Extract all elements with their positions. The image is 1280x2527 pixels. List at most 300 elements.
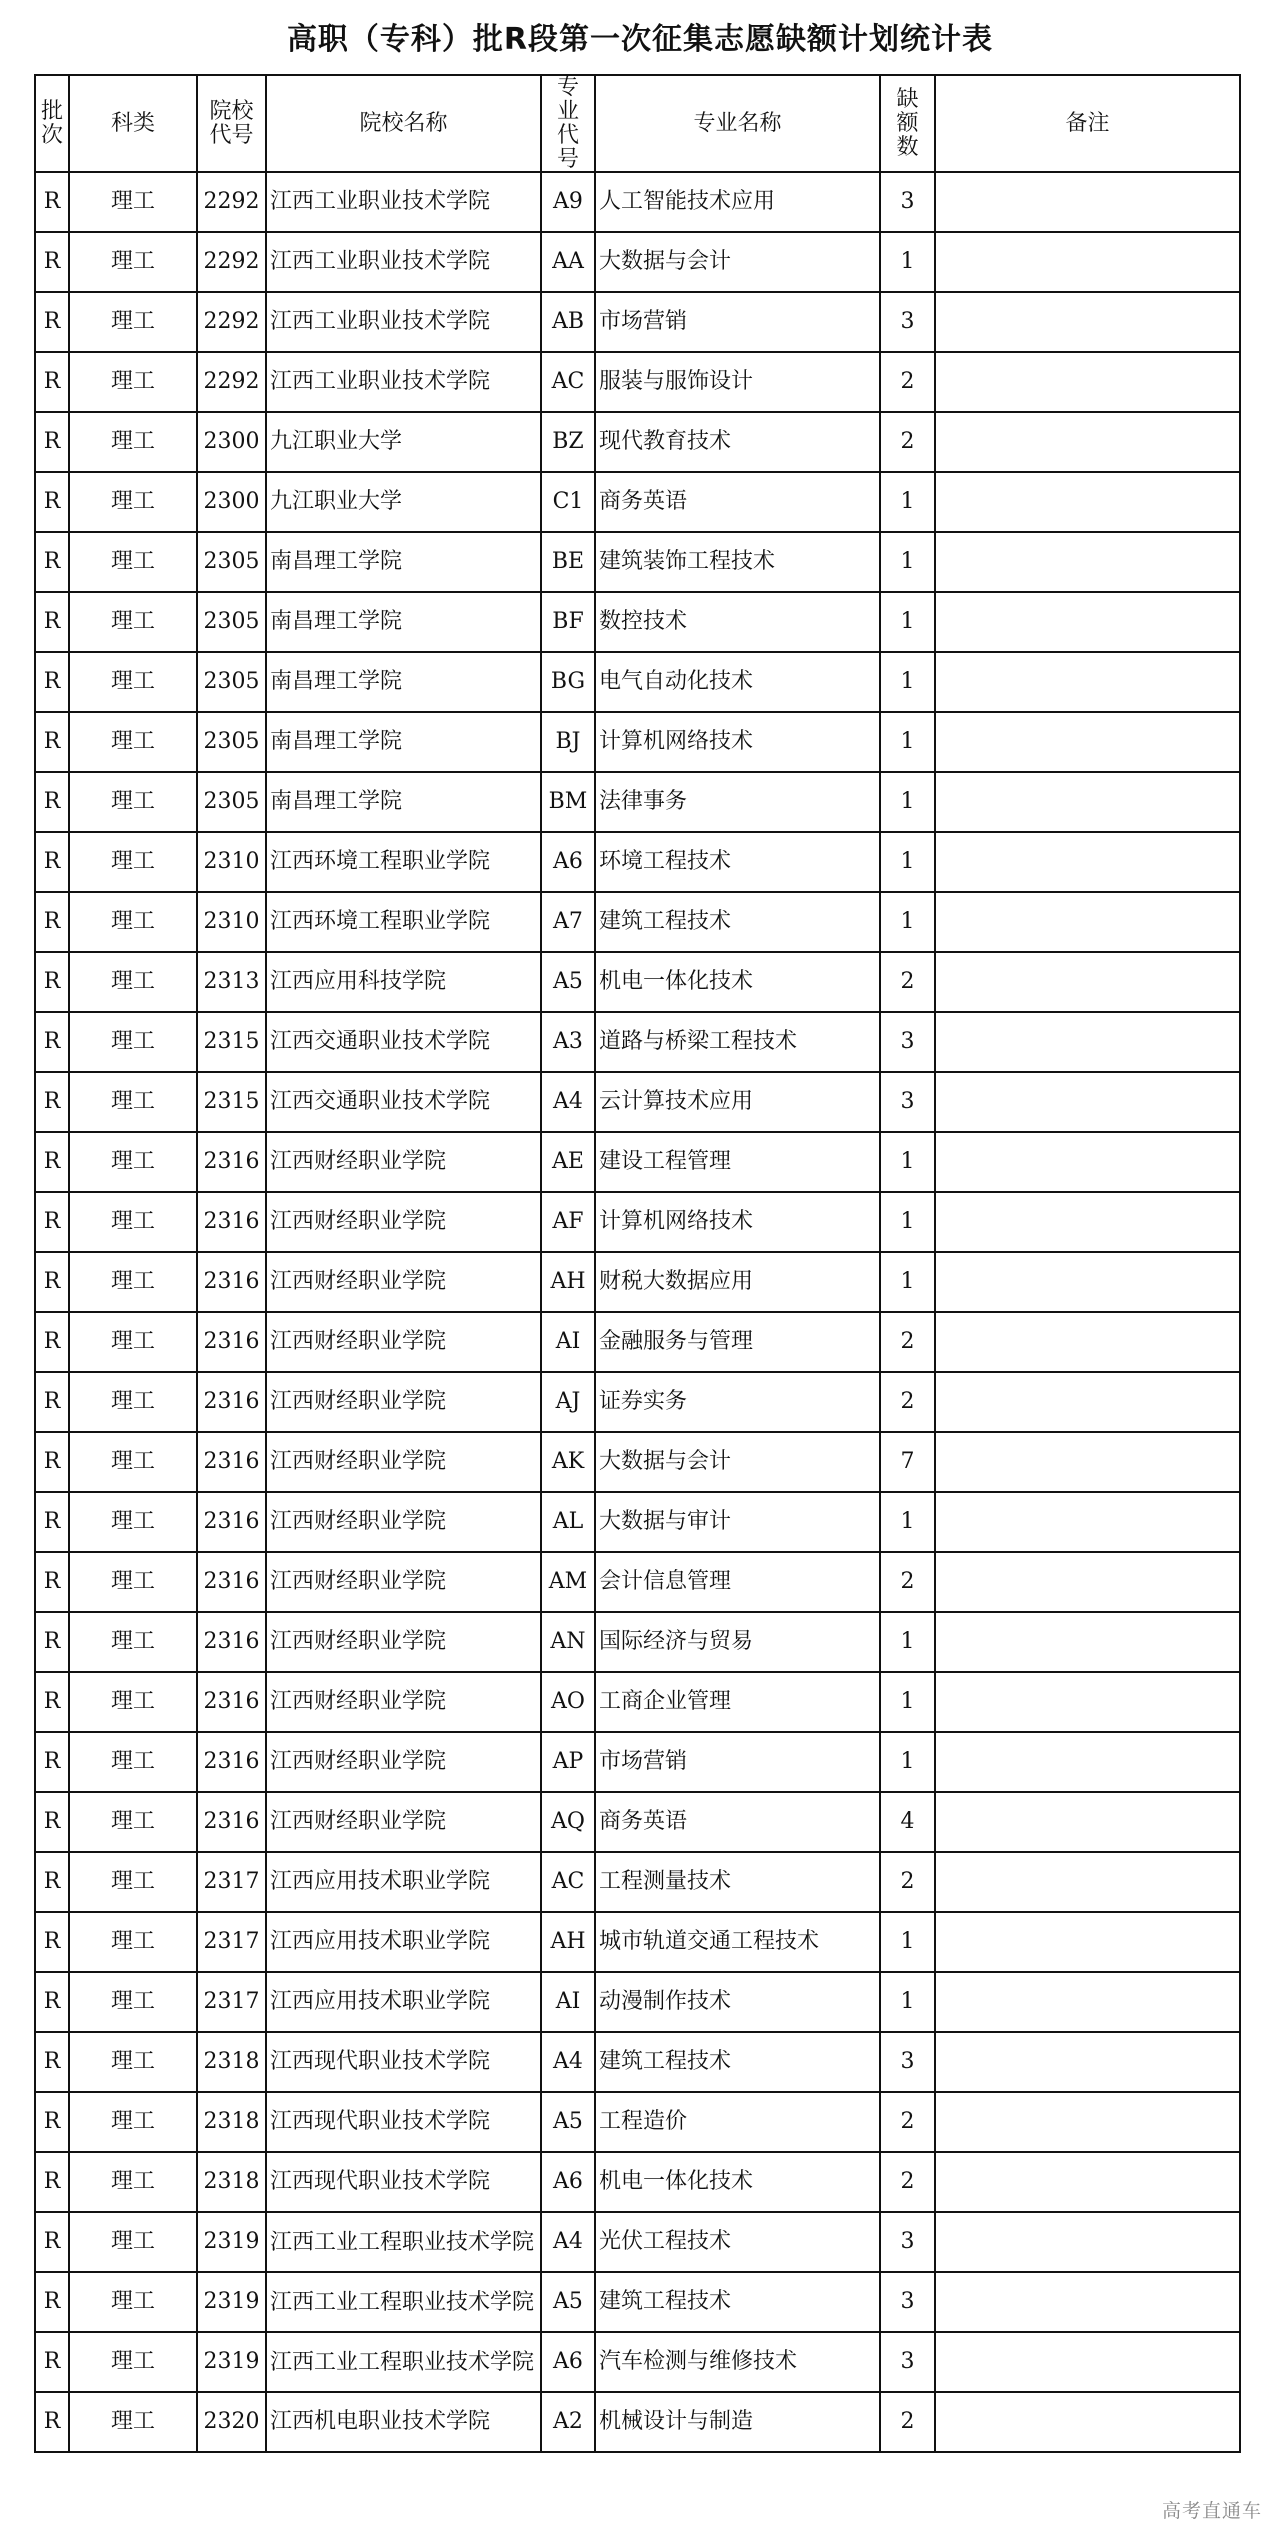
cell-category: 理工 xyxy=(69,592,197,652)
cell-vacancy: 1 xyxy=(880,1252,935,1312)
table-row xyxy=(35,1312,1240,1372)
cell-school-name: 江西财经职业学院 xyxy=(266,1672,541,1732)
cell-note xyxy=(935,1012,1240,1072)
cell-category: 理工 xyxy=(69,232,197,292)
cell-note xyxy=(935,1372,1240,1432)
cell-vacancy: 3 xyxy=(880,172,935,232)
cell-school-code: 2310 xyxy=(197,892,266,952)
cell-vacancy: 1 xyxy=(880,1612,935,1672)
cell-major-name: 道路与桥梁工程技术 xyxy=(595,1012,880,1072)
cell-category: 理工 xyxy=(69,1192,197,1252)
header-category: 科类 xyxy=(69,75,197,172)
cell-note xyxy=(935,172,1240,232)
cell-vacancy: 1 xyxy=(880,892,935,952)
cell-school-name: 江西财经职业学院 xyxy=(266,1132,541,1192)
table-row xyxy=(35,2032,1240,2092)
cell-major-name: 市场营销 xyxy=(595,292,880,352)
cell-major-name: 光伏工程技术 xyxy=(595,2212,880,2272)
cell-batch: R xyxy=(35,712,69,772)
cell-school-name: 江西财经职业学院 xyxy=(266,1192,541,1252)
cell-major-code: AQ xyxy=(541,1792,595,1852)
cell-note xyxy=(935,952,1240,1012)
cell-school-code: 2292 xyxy=(197,172,266,232)
cell-batch: R xyxy=(35,1792,69,1852)
cell-note xyxy=(935,2392,1240,2452)
cell-major-code: AC xyxy=(541,352,595,412)
cell-vacancy: 1 xyxy=(880,1732,935,1792)
cell-major-name: 环境工程技术 xyxy=(595,832,880,892)
cell-batch: R xyxy=(35,2092,69,2152)
table-row xyxy=(35,712,1240,772)
header-major-name: 专业名称 xyxy=(595,75,880,172)
table-row xyxy=(35,1612,1240,1672)
cell-note xyxy=(935,772,1240,832)
header-batch: 批次 xyxy=(35,75,69,172)
table-row xyxy=(35,1192,1240,1252)
cell-vacancy: 2 xyxy=(880,1552,935,1612)
cell-school-name: 江西现代职业技术学院 xyxy=(266,2032,541,2092)
cell-school-code: 2317 xyxy=(197,1912,266,1972)
cell-vacancy: 3 xyxy=(880,1072,935,1132)
cell-vacancy: 7 xyxy=(880,1432,935,1492)
cell-vacancy: 1 xyxy=(880,1672,935,1732)
cell-major-name: 法律事务 xyxy=(595,772,880,832)
cell-category: 理工 xyxy=(69,832,197,892)
cell-vacancy: 2 xyxy=(880,2092,935,2152)
cell-note xyxy=(935,472,1240,532)
cell-major-name: 汽车检测与维修技术 xyxy=(595,2332,880,2392)
cell-note xyxy=(935,352,1240,412)
cell-batch: R xyxy=(35,1552,69,1612)
cell-school-name: 九江职业大学 xyxy=(266,412,541,472)
cell-school-code: 2320 xyxy=(197,2392,266,2452)
cell-vacancy: 3 xyxy=(880,2332,935,2392)
cell-major-name: 工程造价 xyxy=(595,2092,880,2152)
cell-school-name: 江西交通职业技术学院 xyxy=(266,1012,541,1072)
cell-vacancy: 1 xyxy=(880,532,935,592)
cell-school-name: 江西环境工程职业学院 xyxy=(266,892,541,952)
cell-school-code: 2292 xyxy=(197,232,266,292)
cell-school-code: 2317 xyxy=(197,1972,266,2032)
cell-major-code: BM xyxy=(541,772,595,832)
table-row xyxy=(35,1972,1240,2032)
cell-vacancy: 1 xyxy=(880,1132,935,1192)
cell-vacancy: 1 xyxy=(880,1492,935,1552)
cell-school-name: 江西财经职业学院 xyxy=(266,1492,541,1552)
cell-school-code: 2313 xyxy=(197,952,266,1012)
cell-school-name: 江西工业工程职业技术学院 xyxy=(266,2332,541,2392)
cell-major-code: AF xyxy=(541,1192,595,1252)
cell-vacancy: 2 xyxy=(880,412,935,472)
cell-major-name: 建设工程管理 xyxy=(595,1132,880,1192)
cell-major-name: 计算机网络技术 xyxy=(595,1192,880,1252)
cell-school-code: 2316 xyxy=(197,1432,266,1492)
cell-major-name: 建筑工程技术 xyxy=(595,2032,880,2092)
cell-note xyxy=(935,1852,1240,1912)
cell-category: 理工 xyxy=(69,2032,197,2092)
table-row xyxy=(35,352,1240,412)
cell-note xyxy=(935,1612,1240,1672)
cell-school-code: 2292 xyxy=(197,352,266,412)
table-row xyxy=(35,1732,1240,1792)
cell-major-code: AI xyxy=(541,1312,595,1372)
cell-major-name: 财税大数据应用 xyxy=(595,1252,880,1312)
cell-major-code: A5 xyxy=(541,2092,595,2152)
cell-major-name: 大数据与会计 xyxy=(595,232,880,292)
cell-category: 理工 xyxy=(69,1912,197,1972)
cell-school-name: 江西应用技术职业学院 xyxy=(266,1972,541,2032)
table-row xyxy=(35,1072,1240,1132)
cell-school-code: 2316 xyxy=(197,1312,266,1372)
cell-note xyxy=(935,2092,1240,2152)
cell-category: 理工 xyxy=(69,1312,197,1372)
cell-major-code: AO xyxy=(541,1672,595,1732)
cell-vacancy: 1 xyxy=(880,472,935,532)
cell-major-name: 机电一体化技术 xyxy=(595,2152,880,2212)
cell-school-name: 江西财经职业学院 xyxy=(266,1432,541,1492)
cell-vacancy: 2 xyxy=(880,2392,935,2452)
cell-school-name: 江西工业职业技术学院 xyxy=(266,232,541,292)
cell-category: 理工 xyxy=(69,1972,197,2032)
cell-note xyxy=(935,532,1240,592)
table-row xyxy=(35,1372,1240,1432)
cell-major-code: BG xyxy=(541,652,595,712)
cell-major-name: 大数据与会计 xyxy=(595,1432,880,1492)
cell-batch: R xyxy=(35,652,69,712)
cell-batch: R xyxy=(35,772,69,832)
cell-school-code: 2300 xyxy=(197,412,266,472)
cell-major-code: AK xyxy=(541,1432,595,1492)
cell-major-name: 会计信息管理 xyxy=(595,1552,880,1612)
cell-major-name: 建筑工程技术 xyxy=(595,2272,880,2332)
cell-school-name: 江西财经职业学院 xyxy=(266,1372,541,1432)
cell-batch: R xyxy=(35,412,69,472)
cell-note xyxy=(935,592,1240,652)
vacancy-table xyxy=(34,74,1241,2453)
cell-category: 理工 xyxy=(69,1792,197,1852)
table-row xyxy=(35,832,1240,892)
cell-batch: R xyxy=(35,2272,69,2332)
cell-major-code: AE xyxy=(541,1132,595,1192)
cell-major-name: 商务英语 xyxy=(595,1792,880,1852)
table-row xyxy=(35,1492,1240,1552)
cell-school-code: 2316 xyxy=(197,1552,266,1612)
table-row xyxy=(35,2092,1240,2152)
cell-school-name: 南昌理工学院 xyxy=(266,652,541,712)
cell-school-name: 江西应用技术职业学院 xyxy=(266,1852,541,1912)
cell-major-name: 工程测量技术 xyxy=(595,1852,880,1912)
cell-vacancy: 1 xyxy=(880,1972,935,2032)
cell-school-name: 江西工业职业技术学院 xyxy=(266,172,541,232)
table-row xyxy=(35,2332,1240,2392)
cell-school-name: 江西工业职业技术学院 xyxy=(266,292,541,352)
cell-category: 理工 xyxy=(69,1852,197,1912)
table-row xyxy=(35,772,1240,832)
cell-school-name: 江西工业工程职业技术学院 xyxy=(266,2212,541,2272)
table-row xyxy=(35,1672,1240,1732)
cell-major-code: A5 xyxy=(541,952,595,1012)
cell-major-code: BE xyxy=(541,532,595,592)
cell-batch: R xyxy=(35,1852,69,1912)
cell-category: 理工 xyxy=(69,1612,197,1672)
table-row xyxy=(35,1552,1240,1612)
cell-school-code: 2315 xyxy=(197,1012,266,1072)
cell-note xyxy=(935,1792,1240,1852)
cell-major-name: 证券实务 xyxy=(595,1372,880,1432)
cell-major-code: AB xyxy=(541,292,595,352)
cell-major-code: A4 xyxy=(541,2032,595,2092)
table-row xyxy=(35,472,1240,532)
cell-major-code: A4 xyxy=(541,1072,595,1132)
cell-vacancy: 2 xyxy=(880,1312,935,1372)
cell-category: 理工 xyxy=(69,472,197,532)
cell-school-name: 江西财经职业学院 xyxy=(266,1552,541,1612)
cell-batch: R xyxy=(35,472,69,532)
cell-school-code: 2317 xyxy=(197,1852,266,1912)
cell-batch: R xyxy=(35,2152,69,2212)
cell-batch: R xyxy=(35,1072,69,1132)
header-major-code: 专业代号 xyxy=(541,75,595,172)
table-row xyxy=(35,532,1240,592)
cell-category: 理工 xyxy=(69,172,197,232)
cell-vacancy: 2 xyxy=(880,1852,935,1912)
cell-note xyxy=(935,1672,1240,1732)
cell-note xyxy=(935,1552,1240,1612)
cell-vacancy: 1 xyxy=(880,1192,935,1252)
cell-category: 理工 xyxy=(69,712,197,772)
cell-major-name: 建筑装饰工程技术 xyxy=(595,532,880,592)
cell-vacancy: 1 xyxy=(880,232,935,292)
cell-school-code: 2319 xyxy=(197,2212,266,2272)
cell-vacancy: 1 xyxy=(880,592,935,652)
cell-category: 理工 xyxy=(69,1252,197,1312)
cell-note xyxy=(935,712,1240,772)
cell-major-code: BF xyxy=(541,592,595,652)
cell-batch: R xyxy=(35,1492,69,1552)
cell-major-name: 工商企业管理 xyxy=(595,1672,880,1732)
table-row xyxy=(35,1792,1240,1852)
cell-category: 理工 xyxy=(69,2212,197,2272)
cell-major-name: 商务英语 xyxy=(595,472,880,532)
table-row xyxy=(35,892,1240,952)
cell-vacancy: 2 xyxy=(880,1372,935,1432)
cell-vacancy: 4 xyxy=(880,1792,935,1852)
cell-note xyxy=(935,412,1240,472)
cell-batch: R xyxy=(35,592,69,652)
table-row xyxy=(35,652,1240,712)
cell-major-code: AH xyxy=(541,1252,595,1312)
cell-vacancy: 2 xyxy=(880,352,935,412)
cell-category: 理工 xyxy=(69,412,197,472)
cell-batch: R xyxy=(35,1972,69,2032)
cell-major-name: 服装与服饰设计 xyxy=(595,352,880,412)
cell-school-code: 2310 xyxy=(197,832,266,892)
cell-vacancy: 1 xyxy=(880,652,935,712)
cell-school-name: 九江职业大学 xyxy=(266,472,541,532)
cell-category: 理工 xyxy=(69,532,197,592)
cell-category: 理工 xyxy=(69,2092,197,2152)
cell-major-name: 云计算技术应用 xyxy=(595,1072,880,1132)
header-note: 备注 xyxy=(935,75,1240,172)
table-row xyxy=(35,1912,1240,1972)
table-row xyxy=(35,952,1240,1012)
cell-vacancy: 2 xyxy=(880,952,935,1012)
cell-school-code: 2318 xyxy=(197,2092,266,2152)
cell-note xyxy=(935,1492,1240,1552)
cell-school-code: 2292 xyxy=(197,292,266,352)
cell-category: 理工 xyxy=(69,2392,197,2452)
table-row xyxy=(35,412,1240,472)
cell-note xyxy=(935,232,1240,292)
cell-major-name: 国际经济与贸易 xyxy=(595,1612,880,1672)
cell-major-name: 市场营销 xyxy=(595,1732,880,1792)
cell-major-name: 动漫制作技术 xyxy=(595,1972,880,2032)
cell-school-name: 江西现代职业技术学院 xyxy=(266,2092,541,2152)
cell-batch: R xyxy=(35,1432,69,1492)
cell-school-name: 南昌理工学院 xyxy=(266,532,541,592)
cell-school-code: 2316 xyxy=(197,1612,266,1672)
cell-major-name: 城市轨道交通工程技术 xyxy=(595,1912,880,1972)
cell-category: 理工 xyxy=(69,1492,197,1552)
cell-category: 理工 xyxy=(69,1132,197,1192)
cell-note xyxy=(935,2032,1240,2092)
cell-major-code: AL xyxy=(541,1492,595,1552)
cell-major-name: 数控技术 xyxy=(595,592,880,652)
cell-school-code: 2315 xyxy=(197,1072,266,1132)
cell-batch: R xyxy=(35,1252,69,1312)
cell-major-code: AN xyxy=(541,1612,595,1672)
cell-school-name: 江西工业职业技术学院 xyxy=(266,352,541,412)
cell-major-code: AI xyxy=(541,1972,595,2032)
cell-major-code: A3 xyxy=(541,1012,595,1072)
cell-batch: R xyxy=(35,532,69,592)
cell-category: 理工 xyxy=(69,2332,197,2392)
cell-note xyxy=(935,1432,1240,1492)
cell-note xyxy=(935,2212,1240,2272)
table-row xyxy=(35,1852,1240,1912)
cell-category: 理工 xyxy=(69,1372,197,1432)
cell-batch: R xyxy=(35,1192,69,1252)
cell-school-code: 2316 xyxy=(197,1492,266,1552)
table-row xyxy=(35,232,1240,292)
cell-batch: R xyxy=(35,1732,69,1792)
cell-school-name: 江西现代职业技术学院 xyxy=(266,2152,541,2212)
cell-school-code: 2319 xyxy=(197,2272,266,2332)
cell-major-code: A7 xyxy=(541,892,595,952)
cell-batch: R xyxy=(35,952,69,1012)
cell-category: 理工 xyxy=(69,352,197,412)
cell-note xyxy=(935,2332,1240,2392)
cell-category: 理工 xyxy=(69,1012,197,1072)
cell-category: 理工 xyxy=(69,1732,197,1792)
cell-batch: R xyxy=(35,2032,69,2092)
cell-batch: R xyxy=(35,832,69,892)
cell-batch: R xyxy=(35,2212,69,2272)
cell-category: 理工 xyxy=(69,1072,197,1132)
cell-category: 理工 xyxy=(69,1552,197,1612)
cell-category: 理工 xyxy=(69,952,197,1012)
cell-major-name: 人工智能技术应用 xyxy=(595,172,880,232)
cell-major-name: 现代教育技术 xyxy=(595,412,880,472)
cell-school-code: 2305 xyxy=(197,772,266,832)
cell-category: 理工 xyxy=(69,772,197,832)
cell-major-code: AA xyxy=(541,232,595,292)
cell-school-code: 2316 xyxy=(197,1132,266,1192)
cell-batch: R xyxy=(35,1672,69,1732)
cell-vacancy: 3 xyxy=(880,1012,935,1072)
cell-school-name: 江西工业工程职业技术学院 xyxy=(266,2272,541,2332)
cell-note xyxy=(935,1072,1240,1132)
cell-school-name: 江西应用技术职业学院 xyxy=(266,1912,541,1972)
table-row xyxy=(35,592,1240,652)
cell-major-code: AP xyxy=(541,1732,595,1792)
cell-vacancy: 1 xyxy=(880,772,935,832)
cell-school-name: 江西财经职业学院 xyxy=(266,1252,541,1312)
cell-school-code: 2318 xyxy=(197,2152,266,2212)
cell-batch: R xyxy=(35,232,69,292)
cell-school-name: 江西财经职业学院 xyxy=(266,1732,541,1792)
cell-batch: R xyxy=(35,1312,69,1372)
cell-major-code: C1 xyxy=(541,472,595,532)
cell-school-name: 南昌理工学院 xyxy=(266,772,541,832)
table-row xyxy=(35,172,1240,232)
cell-major-name: 电气自动化技术 xyxy=(595,652,880,712)
cell-batch: R xyxy=(35,1612,69,1672)
cell-school-name: 江西财经职业学院 xyxy=(266,1792,541,1852)
cell-batch: R xyxy=(35,292,69,352)
cell-vacancy: 3 xyxy=(880,2212,935,2272)
cell-category: 理工 xyxy=(69,652,197,712)
cell-major-code: A5 xyxy=(541,2272,595,2332)
cell-major-code: AC xyxy=(541,1852,595,1912)
table-row xyxy=(35,1012,1240,1072)
cell-vacancy: 1 xyxy=(880,712,935,772)
cell-school-code: 2305 xyxy=(197,652,266,712)
cell-school-name: 江西环境工程职业学院 xyxy=(266,832,541,892)
cell-note xyxy=(935,1192,1240,1252)
cell-school-code: 2300 xyxy=(197,472,266,532)
cell-category: 理工 xyxy=(69,1672,197,1732)
cell-major-name: 大数据与审计 xyxy=(595,1492,880,1552)
cell-major-name: 建筑工程技术 xyxy=(595,892,880,952)
cell-note xyxy=(935,1252,1240,1312)
table-row xyxy=(35,2392,1240,2452)
cell-note xyxy=(935,1732,1240,1792)
cell-batch: R xyxy=(35,1012,69,1072)
cell-school-code: 2305 xyxy=(197,592,266,652)
cell-note xyxy=(935,892,1240,952)
cell-school-code: 2316 xyxy=(197,1672,266,1732)
cell-major-code: AM xyxy=(541,1552,595,1612)
cell-note xyxy=(935,1972,1240,2032)
table-row xyxy=(35,292,1240,352)
watermark: 高考直通车 xyxy=(1161,2500,1262,2522)
cell-note xyxy=(935,1312,1240,1372)
cell-major-code: AJ xyxy=(541,1372,595,1432)
cell-vacancy: 1 xyxy=(880,832,935,892)
cell-major-name: 金融服务与管理 xyxy=(595,1312,880,1372)
table-row xyxy=(35,2212,1240,2272)
cell-batch: R xyxy=(35,1912,69,1972)
cell-major-code: BJ xyxy=(541,712,595,772)
cell-vacancy: 3 xyxy=(880,2032,935,2092)
cell-major-code: AH xyxy=(541,1912,595,1972)
cell-batch: R xyxy=(35,352,69,412)
header-school-code: 院校代号 xyxy=(197,75,266,172)
cell-batch: R xyxy=(35,892,69,952)
cell-school-name: 江西财经职业学院 xyxy=(266,1312,541,1372)
cell-school-name: 江西应用科技学院 xyxy=(266,952,541,1012)
